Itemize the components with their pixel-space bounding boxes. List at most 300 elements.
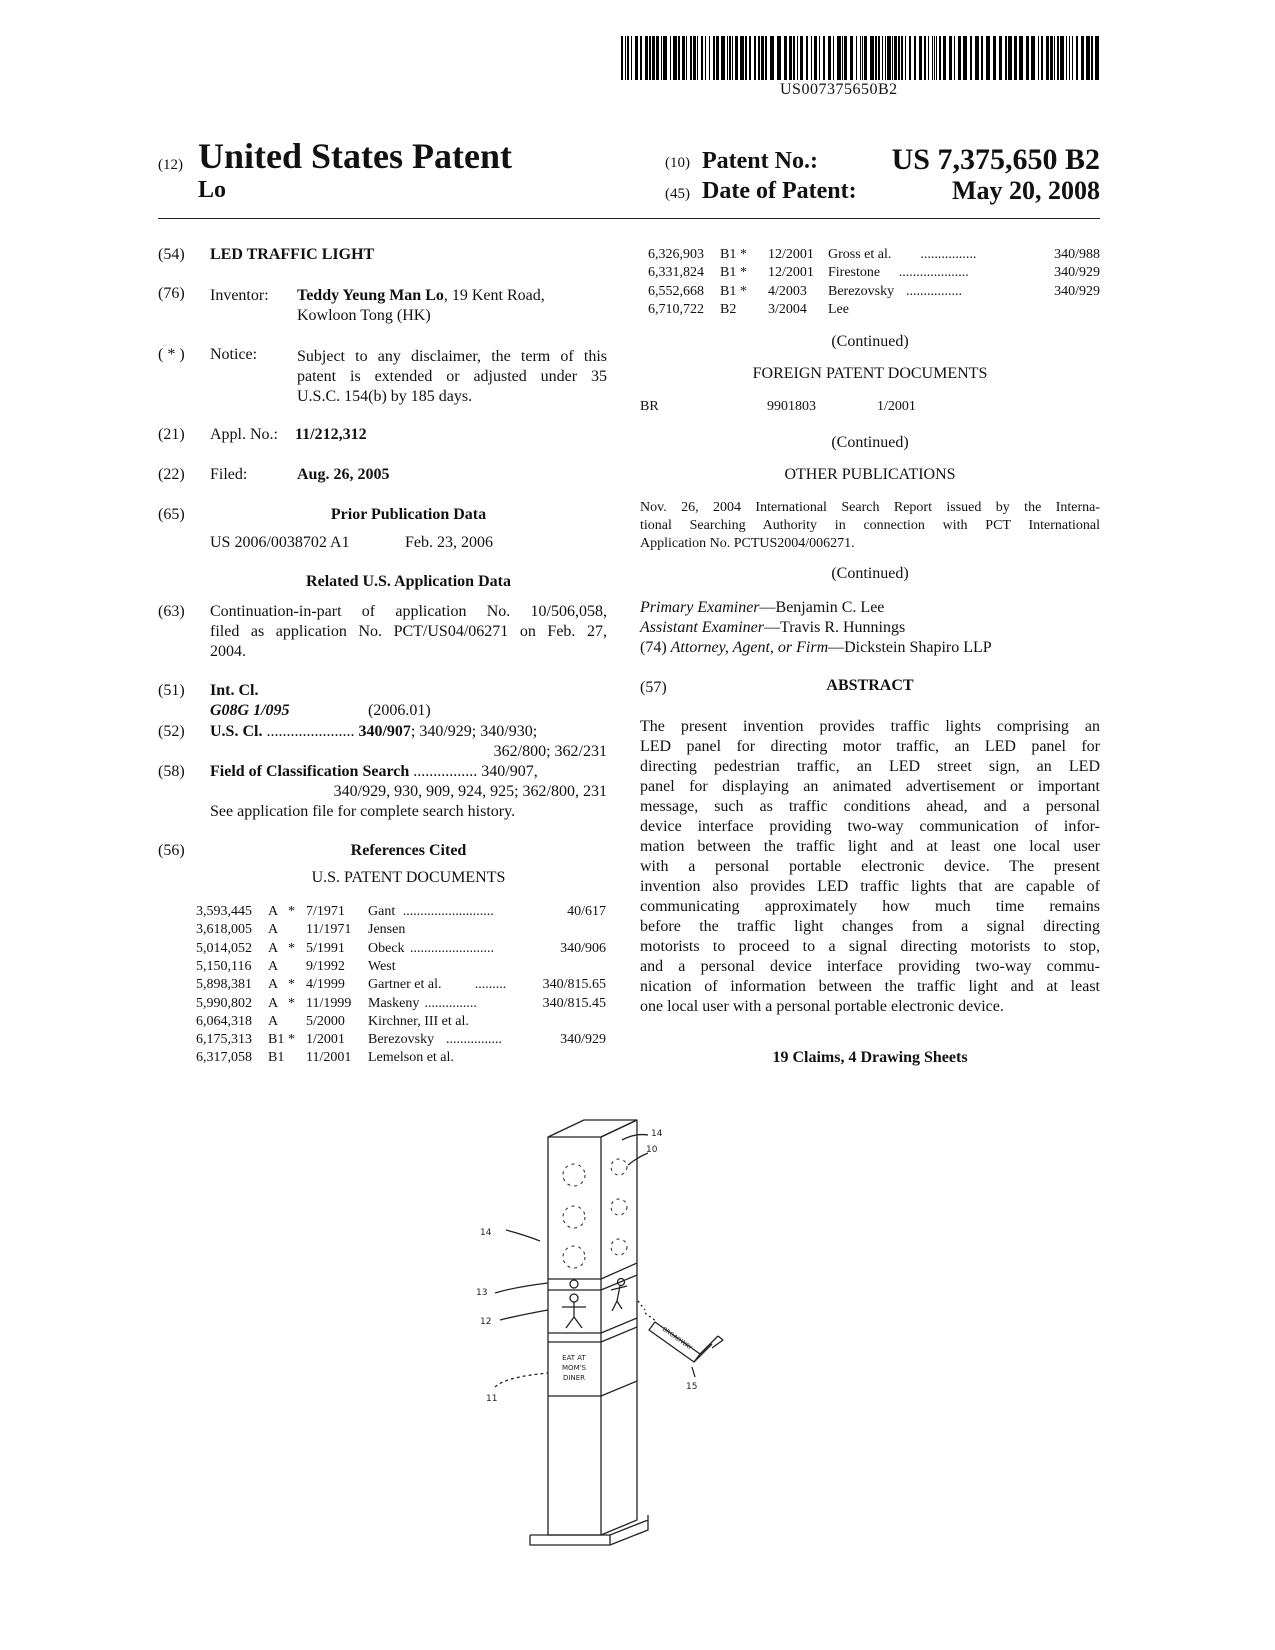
reference-kind: B1 <box>720 265 737 281</box>
reference-kind: B1 <box>268 1050 285 1066</box>
barcode-bar <box>682 36 685 80</box>
prior-pub-date: Feb. 23, 2006 <box>405 534 493 551</box>
us-cl-label: U.S. Cl. <box>210 723 263 740</box>
reference-date: 1/2001 <box>306 1032 345 1048</box>
barcode-bar <box>631 36 632 80</box>
reference-kind: A <box>268 904 279 919</box>
foreign-country: BR <box>640 399 659 414</box>
reference-date: 12/2001 <box>768 265 814 281</box>
reference-row <box>196 903 606 921</box>
sign-panel-top <box>548 1327 637 1342</box>
ref-label-10: 10 <box>646 1145 658 1155</box>
code-notice: ( * ) <box>158 346 185 363</box>
reference-row <box>196 940 606 958</box>
reference-date: 12/2001 <box>768 247 814 262</box>
reference-class: 40/617 <box>567 904 606 919</box>
reference-star: * <box>740 283 747 299</box>
date-label: Date of Patent: <box>702 178 857 204</box>
barcode-bar <box>850 36 853 80</box>
barcode-bar <box>898 36 900 80</box>
barcode-bar <box>986 36 990 80</box>
reference-kind: A <box>268 995 279 1011</box>
barcode-bar <box>1069 36 1070 80</box>
code-54: (54) <box>158 246 185 263</box>
barcode-bar <box>1057 36 1059 80</box>
reference-star: * <box>740 265 747 281</box>
other-pubs-heading: OTHER PUBLICATIONS <box>784 466 956 483</box>
reference-name: Lee <box>828 301 849 317</box>
attorney-name: —Dickstein Shapiro LLP <box>828 639 992 656</box>
street-sign-plate <box>694 1336 723 1362</box>
barcode-bar <box>814 36 817 80</box>
barcode-bar <box>949 36 952 80</box>
int-cl-version: (2006.01) <box>368 702 431 719</box>
reference-number: 6,326,903 <box>648 247 704 262</box>
us-cl-dots: ...................... <box>266 723 355 740</box>
field-search-line-1 <box>210 762 538 782</box>
traffic-light-drawing <box>470 1115 810 1555</box>
foreign-date: 1/2001 <box>877 399 916 414</box>
reference-number: 5,150,116 <box>196 958 252 974</box>
barcode-bar <box>885 36 886 80</box>
barcode-bar <box>705 36 706 80</box>
inventor-line-1 <box>297 286 545 306</box>
side-lamp-2 <box>611 1199 627 1215</box>
barcode-bar <box>882 36 883 80</box>
reference-date: 4/2003 <box>768 283 807 299</box>
field-search-label: Field of Classification Search <box>210 763 410 780</box>
reference-row <box>648 283 1100 301</box>
code-22: (22) <box>158 466 185 483</box>
band-2 <box>548 1275 637 1290</box>
pole-top <box>548 1120 637 1137</box>
reference-date: 11/1999 <box>306 995 352 1011</box>
barcode-bar <box>673 36 677 80</box>
reference-name: Gross et al. <box>828 247 892 262</box>
pole-side-face <box>601 1120 637 1535</box>
claims-summary: 19 Claims, 4 Drawing Sheets <box>772 1049 968 1066</box>
barcode-bar <box>924 36 926 80</box>
barcode-bar <box>727 36 728 80</box>
barcode-bar <box>919 36 922 80</box>
reference-row <box>648 264 1100 282</box>
inventor-line-2: Kowloon Tong (HK) <box>297 307 431 324</box>
us-patent-docs-heading: U.S. PATENT DOCUMENTS <box>311 869 506 886</box>
reference-name: Obeck <box>368 940 405 956</box>
barcode-bar <box>649 36 651 80</box>
other-pub-line-3: Application No. PCTUS2004/006271. <box>640 536 855 551</box>
code-52: (52) <box>158 723 185 740</box>
barcode-bar <box>777 36 781 80</box>
sign-text-line-2: MOM'S <box>562 1364 586 1372</box>
barcode-bar <box>864 36 867 80</box>
abstract-line: directing pedestrian traffic, an LED street sign, an LED <box>640 758 1100 775</box>
barcode-bar <box>645 36 648 80</box>
barcode-bar <box>1041 36 1043 80</box>
abstract-heading: ABSTRACT <box>826 677 914 694</box>
reference-kind: A <box>268 1013 279 1029</box>
barcode-bar <box>870 36 874 80</box>
assistant-examiner <box>640 618 905 638</box>
barcode-bar <box>1054 36 1055 80</box>
reference-star: * <box>288 977 295 993</box>
continuation-line-2: filed as application No. PCT/US04/06271 on Feb. 27, <box>210 623 607 640</box>
reference-name: Kirchner, III et al. <box>368 1013 469 1029</box>
barcode-bar <box>745 36 747 80</box>
notice-line-2: patent is extended or adjusted under 35 <box>297 368 607 385</box>
lamp-green <box>563 1246 585 1268</box>
sign-text-line-3: DINER <box>563 1374 585 1382</box>
barcode-bar <box>1026 36 1029 80</box>
barcode-bar <box>970 36 972 80</box>
reference-row <box>196 958 606 976</box>
reference-kind: B1 <box>268 1032 285 1048</box>
code-10: (10) <box>665 155 690 171</box>
band-1 <box>548 1263 637 1279</box>
barcode-bar <box>690 36 692 80</box>
references-heading: References Cited <box>350 842 467 859</box>
barcode-bar <box>789 36 792 80</box>
reference-class: 340/815.45 <box>542 995 606 1011</box>
prior-pub-heading: Prior Publication Data <box>330 506 487 523</box>
notice-line-1: Subject to any disclaimer, the term of this <box>297 348 607 365</box>
field-search-line-2: 340/929, 930, 909, 924, 925; 362/800, 231 <box>333 783 607 800</box>
barcode-bar <box>905 36 906 80</box>
barcode-bar <box>709 36 710 80</box>
barcode-bar <box>627 36 629 80</box>
barcode-bar <box>1072 36 1073 80</box>
reference-row <box>196 1031 606 1049</box>
barcode-bar <box>943 36 946 80</box>
barcode-bar <box>625 36 626 80</box>
reference-kind: B1 <box>720 247 737 262</box>
assistant-examiner-name: —Travis R. Hunnings <box>764 619 906 636</box>
reference-class: 340/929 <box>1054 265 1100 281</box>
barcode-number: US007375650B2 <box>780 81 898 98</box>
primary-examiner-label: Primary Examiner <box>640 599 760 616</box>
us-cl-line-2: 362/800; 362/231 <box>493 743 607 760</box>
barcode-bar <box>1081 36 1084 80</box>
barcode-bar <box>999 36 1002 80</box>
barcode-bar <box>800 36 803 80</box>
leader-14a <box>622 1135 648 1140</box>
code-76: (76) <box>158 285 185 302</box>
int-cl-class: G08G 1/095 <box>210 702 290 719</box>
invention-title: LED TRAFFIC LIGHT <box>210 246 375 263</box>
side-lamp-1 <box>611 1159 627 1175</box>
barcode-bar <box>621 36 623 80</box>
barcode-bar <box>887 36 891 80</box>
foreign-number: 9901803 <box>767 399 816 414</box>
lamp-amber <box>563 1206 585 1228</box>
reference-name: West <box>368 958 396 974</box>
barcode-bar <box>909 36 911 80</box>
barcode-bar <box>939 36 941 80</box>
barcode-bar <box>678 36 680 80</box>
code-63: (63) <box>158 603 185 620</box>
abstract-line: message, such as traffic conditions ahead, and a personal <box>640 798 1100 815</box>
barcode-bar <box>963 36 967 80</box>
reference-kind: A <box>268 958 279 974</box>
code-12: (12) <box>158 157 183 173</box>
reference-name: Firestone <box>828 265 881 281</box>
reference-name: Lemelson et al. <box>368 1050 454 1066</box>
reference-row <box>196 1049 606 1067</box>
assistant-examiner-label: Assistant Examiner <box>640 619 764 636</box>
barcode-bar <box>701 36 703 80</box>
barcode-bar <box>1031 36 1035 80</box>
barcode-bar <box>875 36 877 80</box>
abstract-line: The present invention provides traffic lights comprising an <box>640 718 1100 735</box>
barcode-bar <box>844 36 847 80</box>
barcode-bar <box>914 36 916 80</box>
header-rule <box>158 218 1100 219</box>
barcode-bar <box>842 36 843 80</box>
sign-text-line-1: EAT AT <box>562 1354 586 1362</box>
continued-1: (Continued) <box>831 333 909 350</box>
barcode-bar <box>721 36 725 80</box>
primary-examiner <box>640 598 884 618</box>
barcode-bar <box>1008 36 1012 80</box>
abstract-line: communicating approximately how much time remains <box>640 898 1100 915</box>
reference-dots: .................... <box>898 265 969 281</box>
device-body <box>649 1322 700 1362</box>
barcode-bar <box>928 36 929 80</box>
reference-dots: ........................ <box>410 940 494 956</box>
barcode-bar <box>1050 36 1053 80</box>
barcode-bar <box>981 36 983 80</box>
filed-label: Filed: <box>210 466 248 483</box>
code-58: (58) <box>158 763 185 780</box>
barcode-bar <box>954 36 955 80</box>
attorney-code: (74) <box>640 639 667 656</box>
barcode-bar <box>1086 36 1090 80</box>
abstract-line: nication of information between the traffic light and at least <box>640 978 1100 995</box>
code-56: (56) <box>158 842 185 859</box>
attorney <box>640 638 992 658</box>
reference-date: 7/1971 <box>306 904 345 919</box>
abstract-line: mation between the traffic light and at least one local user <box>640 838 1100 855</box>
barcode <box>621 36 1099 80</box>
leader-13 <box>495 1283 548 1293</box>
barcode-bar <box>878 36 880 80</box>
field-search-dots: ................ <box>413 763 478 780</box>
continued-3: (Continued) <box>831 565 909 582</box>
pedestrian-figure-front <box>562 1294 586 1328</box>
barcode-bar <box>894 36 897 80</box>
barcode-bar <box>740 36 744 80</box>
reference-date: 11/1971 <box>306 922 352 938</box>
barcode-bar <box>1060 36 1064 80</box>
barcode-bar <box>640 36 642 80</box>
reference-name: Gant <box>368 904 396 919</box>
ref-label-13: 13 <box>476 1288 488 1298</box>
abstract-line: LED panel for directing motor traffic, an LED panel for <box>640 738 1100 755</box>
reference-star: * <box>288 1032 295 1048</box>
barcode-bar <box>635 36 638 80</box>
us-cl-rest: ; 340/929; 340/930; <box>410 723 538 740</box>
barcode-bar <box>697 36 698 80</box>
reference-dots: ......... <box>474 977 507 993</box>
reference-kind: A <box>268 922 279 938</box>
barcode-bar <box>833 36 834 80</box>
reference-name: Berezovsky <box>828 283 895 299</box>
abstract-line: invention also provides LED traffic lights that are capable of <box>640 878 1100 895</box>
pedestrian-panel-bottom <box>548 1318 637 1333</box>
reference-name: Jensen <box>368 922 406 938</box>
reference-number: 6,064,318 <box>196 1013 252 1029</box>
abstract-line: before the traffic light changes from a signal directing <box>640 918 1100 935</box>
notice-label: Notice: <box>210 346 258 363</box>
us-cl-line-1 <box>210 722 537 742</box>
barcode-bar <box>735 36 738 80</box>
barcode-bar <box>958 36 961 80</box>
reference-class: 340/929 <box>560 1032 606 1048</box>
barcode-bar <box>761 36 764 80</box>
reference-number: 6,317,058 <box>196 1050 252 1066</box>
barcode-bar <box>860 36 861 80</box>
abstract-line: panel for displaying an animated advertisement or important <box>640 778 1100 795</box>
appl-no-value: 11/212,312 <box>295 426 367 443</box>
code-57: (57) <box>640 679 667 696</box>
reference-number: 6,175,313 <box>196 1032 252 1048</box>
barcode-bar <box>661 36 662 80</box>
barcode-bar <box>819 36 820 80</box>
reference-dots: ................ <box>920 247 977 262</box>
attorney-label: Attorney, Agent, or Firm <box>670 639 829 656</box>
barcode-bar <box>1095 36 1099 80</box>
barcode-bar <box>1091 36 1093 80</box>
reference-number: 5,014,052 <box>196 940 252 956</box>
reference-number: 6,331,824 <box>648 265 704 281</box>
reference-kind: B2 <box>720 301 737 317</box>
reference-row <box>196 921 606 939</box>
barcode-bar <box>693 36 696 80</box>
barcode-bar <box>811 36 812 80</box>
inventor-address: , 19 Kent Road, <box>443 287 545 304</box>
side-lamp-3 <box>611 1239 627 1255</box>
code-45: (45) <box>665 186 690 202</box>
reference-number: 5,990,802 <box>196 995 252 1011</box>
reference-star: * <box>288 995 295 1011</box>
reference-dots: ................ <box>906 283 962 299</box>
us-references-list <box>196 903 606 1073</box>
barcode-bar <box>713 36 715 80</box>
barcode-bar <box>797 36 798 80</box>
abstract-line: with a personal portable electronic device. The present <box>640 858 1100 875</box>
reference-class: 340/815.65 <box>542 977 606 993</box>
pedestrian-figure-side <box>611 1279 627 1312</box>
interface-port <box>570 1280 578 1288</box>
field-search-line-3: See application file for complete search history. <box>210 803 516 820</box>
barcode-bar <box>732 36 733 80</box>
barcode-bar <box>837 36 841 80</box>
ref-label-14b: 14 <box>480 1228 492 1238</box>
reference-name: Berezovsky <box>368 1032 435 1048</box>
barcode-bar <box>1076 36 1078 80</box>
barcode-bar <box>670 36 671 80</box>
barcode-bar <box>806 36 808 80</box>
leader-14b <box>506 1230 540 1241</box>
barcode-bar <box>652 36 655 80</box>
leader-11 <box>495 1373 548 1387</box>
us-cl-main: 340/907 <box>358 723 411 740</box>
reference-class: 340/906 <box>560 940 606 956</box>
inventor-short: Lo <box>198 177 227 203</box>
reference-kind: A <box>268 977 279 993</box>
barcode-bar <box>758 36 760 80</box>
appl-no-label: Appl. No.: <box>210 426 278 443</box>
barcode-bar <box>749 36 751 80</box>
ref-label-11: 11 <box>486 1394 498 1404</box>
int-cl-label: Int. Cl. <box>210 682 259 699</box>
primary-examiner-name: —Benjamin C. Lee <box>759 599 885 616</box>
lamp-red <box>563 1164 585 1186</box>
traffic-lamps <box>563 1159 627 1268</box>
reference-star: * <box>740 247 747 262</box>
notice-line-3: U.S.C. 154(b) by 185 days. <box>297 388 473 405</box>
patent-date: May 20, 2008 <box>951 176 1100 205</box>
signal-beam <box>638 1301 656 1321</box>
barcode-bar <box>975 36 979 80</box>
reference-row <box>196 976 606 994</box>
barcode-bar <box>765 36 767 80</box>
barcode-bar <box>934 36 935 80</box>
barcode-bar <box>784 36 787 80</box>
reference-row <box>648 246 1100 264</box>
reference-date: 11/2001 <box>306 1050 352 1066</box>
abstract-line: one local user with a personal portable electronic device. <box>640 998 1004 1015</box>
ref-label-12: 12 <box>480 1317 492 1327</box>
reference-number: 3,618,005 <box>196 922 252 938</box>
code-51: (51) <box>158 682 185 699</box>
code-21: (21) <box>158 426 185 443</box>
reference-kind: A <box>268 940 279 956</box>
abstract-line: motorists to proceed to a signal directing motorists to stop, <box>640 938 1100 955</box>
reference-date: 3/2004 <box>768 301 807 317</box>
barcode-bar <box>793 36 795 80</box>
barcode-bar <box>1066 36 1067 80</box>
inventor-name: Teddy Yeung Man Lo <box>297 287 444 304</box>
barcode-bar <box>1019 36 1023 80</box>
barcode-bar <box>862 36 863 80</box>
filed-value: Aug. 26, 2005 <box>297 466 390 483</box>
continuation-line-3: 2004. <box>210 643 246 660</box>
barcode-bar <box>686 36 687 80</box>
barcode-bar <box>1038 36 1039 80</box>
barcode-bar <box>856 36 857 80</box>
patent-title: United States Patent <box>198 136 512 176</box>
leader-10 <box>628 1153 648 1165</box>
barcode-bar <box>823 36 825 80</box>
reference-number: 5,898,381 <box>196 977 252 993</box>
barcode-bar <box>892 36 893 80</box>
barcode-bar <box>770 36 774 80</box>
other-pub-line-2: tional Searching Authority in connection with PCT International <box>640 518 1100 533</box>
reference-date: 5/2000 <box>306 1013 345 1029</box>
barcode-bar <box>901 36 903 80</box>
other-pub-line-1: Nov. 26, 2004 International Search Report issued by the Interna- <box>640 500 1100 515</box>
continuation-line-1: Continuation-in-part of application No. 10/506,058, <box>210 603 607 620</box>
reference-date: 9/1992 <box>306 958 345 974</box>
reference-name: Maskeny <box>368 995 420 1011</box>
barcode-bar <box>932 36 933 80</box>
prior-pub-number: US 2006/0038702 A1 <box>210 534 350 551</box>
pole-front-face <box>548 1137 601 1535</box>
reference-row <box>196 1013 606 1031</box>
related-heading: Related U.S. Application Data <box>306 573 511 590</box>
code-65: (65) <box>158 506 185 523</box>
